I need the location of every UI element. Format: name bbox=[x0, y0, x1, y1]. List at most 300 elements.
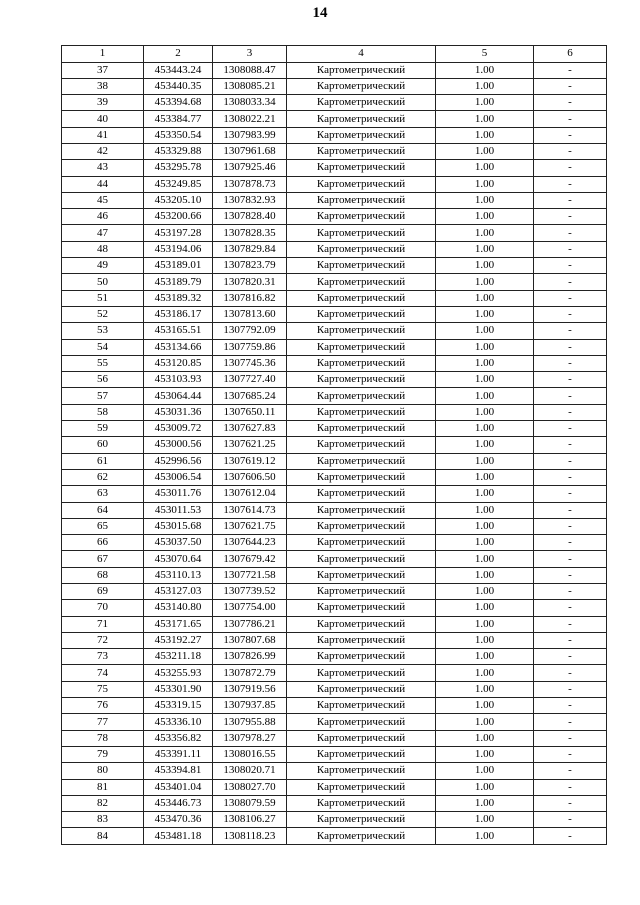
note-cell: - bbox=[534, 812, 607, 828]
y-coordinate-cell: 1307820.31 bbox=[213, 274, 287, 290]
coordinates-table bbox=[61, 45, 607, 845]
note-cell: - bbox=[534, 323, 607, 339]
table-row bbox=[62, 404, 607, 420]
accuracy-cell: 1.00 bbox=[436, 779, 534, 795]
y-coordinate-cell: 1307828.35 bbox=[213, 225, 287, 241]
method-cell: Картометрический bbox=[287, 258, 436, 274]
note-cell: - bbox=[534, 828, 607, 844]
accuracy-cell: 1.00 bbox=[436, 306, 534, 322]
y-coordinate-cell: 1307829.84 bbox=[213, 241, 287, 257]
note-cell: - bbox=[534, 209, 607, 225]
accuracy-cell: 1.00 bbox=[436, 143, 534, 159]
method-cell: Картометрический bbox=[287, 355, 436, 371]
x-coordinate-cell: 453009.72 bbox=[144, 421, 213, 437]
table-row bbox=[62, 209, 607, 225]
point-number-cell: 83 bbox=[62, 812, 144, 828]
y-coordinate-cell: 1307826.99 bbox=[213, 649, 287, 665]
method-cell: Картометрический bbox=[287, 584, 436, 600]
y-coordinate-cell: 1308027.70 bbox=[213, 779, 287, 795]
table-row bbox=[62, 698, 607, 714]
method-cell: Картометрический bbox=[287, 290, 436, 306]
y-coordinate-cell: 1307937.85 bbox=[213, 698, 287, 714]
y-coordinate-cell: 1308106.27 bbox=[213, 812, 287, 828]
point-number-cell: 48 bbox=[62, 241, 144, 257]
x-coordinate-cell: 453470.36 bbox=[144, 812, 213, 828]
table-row bbox=[62, 241, 607, 257]
table-row bbox=[62, 828, 607, 844]
x-coordinate-cell: 453255.93 bbox=[144, 665, 213, 681]
method-cell: Картометрический bbox=[287, 518, 436, 534]
accuracy-cell: 1.00 bbox=[436, 502, 534, 518]
accuracy-cell: 1.00 bbox=[436, 372, 534, 388]
table-row bbox=[62, 95, 607, 111]
x-coordinate-cell: 453134.66 bbox=[144, 339, 213, 355]
point-number-cell: 70 bbox=[62, 600, 144, 616]
x-coordinate-cell: 453350.54 bbox=[144, 127, 213, 143]
note-cell: - bbox=[534, 649, 607, 665]
y-coordinate-cell: 1307619.12 bbox=[213, 453, 287, 469]
y-coordinate-cell: 1307828.40 bbox=[213, 209, 287, 225]
method-cell: Картометрический bbox=[287, 339, 436, 355]
x-coordinate-cell: 453189.79 bbox=[144, 274, 213, 290]
point-number-cell: 62 bbox=[62, 469, 144, 485]
method-cell: Картометрический bbox=[287, 714, 436, 730]
note-cell: - bbox=[534, 306, 607, 322]
note-cell: - bbox=[534, 763, 607, 779]
y-coordinate-cell: 1308016.55 bbox=[213, 746, 287, 762]
point-number-cell: 59 bbox=[62, 421, 144, 437]
method-cell: Картометрический bbox=[287, 812, 436, 828]
point-number-cell: 57 bbox=[62, 388, 144, 404]
x-coordinate-cell: 453070.64 bbox=[144, 551, 213, 567]
y-coordinate-cell: 1307745.36 bbox=[213, 355, 287, 371]
accuracy-cell: 1.00 bbox=[436, 274, 534, 290]
table-row bbox=[62, 62, 607, 78]
note-cell: - bbox=[534, 241, 607, 257]
y-coordinate-cell: 1307832.93 bbox=[213, 192, 287, 208]
note-cell: - bbox=[534, 453, 607, 469]
point-number-cell: 50 bbox=[62, 274, 144, 290]
x-coordinate-cell: 453171.65 bbox=[144, 616, 213, 632]
note-cell: - bbox=[534, 469, 607, 485]
note-cell: - bbox=[534, 632, 607, 648]
table-row bbox=[62, 681, 607, 697]
table-row bbox=[62, 421, 607, 437]
accuracy-cell: 1.00 bbox=[436, 763, 534, 779]
x-coordinate-cell: 453394.81 bbox=[144, 763, 213, 779]
x-coordinate-cell: 453064.44 bbox=[144, 388, 213, 404]
point-number-cell: 66 bbox=[62, 535, 144, 551]
point-number-cell: 52 bbox=[62, 306, 144, 322]
method-cell: Картометрический bbox=[287, 453, 436, 469]
method-cell: Картометрический bbox=[287, 795, 436, 811]
x-coordinate-cell: 453037.50 bbox=[144, 535, 213, 551]
accuracy-cell: 1.00 bbox=[436, 681, 534, 697]
y-coordinate-cell: 1307679.42 bbox=[213, 551, 287, 567]
x-coordinate-cell: 453189.32 bbox=[144, 290, 213, 306]
y-coordinate-cell: 1307816.82 bbox=[213, 290, 287, 306]
header-cell-3: 3 bbox=[213, 46, 287, 63]
method-cell: Картометрический bbox=[287, 111, 436, 127]
accuracy-cell: 1.00 bbox=[436, 404, 534, 420]
method-cell: Картометрический bbox=[287, 632, 436, 648]
accuracy-cell: 1.00 bbox=[436, 665, 534, 681]
point-number-cell: 76 bbox=[62, 698, 144, 714]
note-cell: - bbox=[534, 551, 607, 567]
note-cell: - bbox=[534, 192, 607, 208]
accuracy-cell: 1.00 bbox=[436, 339, 534, 355]
method-cell: Картометрический bbox=[287, 274, 436, 290]
point-number-cell: 49 bbox=[62, 258, 144, 274]
note-cell: - bbox=[534, 355, 607, 371]
method-cell: Картометрический bbox=[287, 779, 436, 795]
table-row bbox=[62, 437, 607, 453]
table-row bbox=[62, 127, 607, 143]
x-coordinate-cell: 453301.90 bbox=[144, 681, 213, 697]
note-cell: - bbox=[534, 339, 607, 355]
header-cell-1: 1 bbox=[62, 46, 144, 63]
y-coordinate-cell: 1307878.73 bbox=[213, 176, 287, 192]
y-coordinate-cell: 1307925.46 bbox=[213, 160, 287, 176]
x-coordinate-cell: 453401.04 bbox=[144, 779, 213, 795]
accuracy-cell: 1.00 bbox=[436, 812, 534, 828]
x-coordinate-cell: 453000.56 bbox=[144, 437, 213, 453]
table-row bbox=[62, 290, 607, 306]
x-coordinate-cell: 453015.68 bbox=[144, 518, 213, 534]
table-row bbox=[62, 486, 607, 502]
note-cell: - bbox=[534, 746, 607, 762]
method-cell: Картометрический bbox=[287, 404, 436, 420]
x-coordinate-cell: 453197.28 bbox=[144, 225, 213, 241]
note-cell: - bbox=[534, 518, 607, 534]
note-cell: - bbox=[534, 388, 607, 404]
point-number-cell: 44 bbox=[62, 176, 144, 192]
point-number-cell: 58 bbox=[62, 404, 144, 420]
point-number-cell: 77 bbox=[62, 714, 144, 730]
method-cell: Картометрический bbox=[287, 176, 436, 192]
table-row bbox=[62, 746, 607, 762]
accuracy-cell: 1.00 bbox=[436, 127, 534, 143]
table-row bbox=[62, 616, 607, 632]
method-cell: Картометрический bbox=[287, 437, 436, 453]
x-coordinate-cell: 453394.68 bbox=[144, 95, 213, 111]
table-row bbox=[62, 160, 607, 176]
point-number-cell: 75 bbox=[62, 681, 144, 697]
x-coordinate-cell: 453103.93 bbox=[144, 372, 213, 388]
y-coordinate-cell: 1307739.52 bbox=[213, 584, 287, 600]
point-number-cell: 37 bbox=[62, 62, 144, 78]
x-coordinate-cell: 453295.78 bbox=[144, 160, 213, 176]
method-cell: Картометрический bbox=[287, 502, 436, 518]
note-cell: - bbox=[534, 698, 607, 714]
y-coordinate-cell: 1307650.11 bbox=[213, 404, 287, 420]
x-coordinate-cell: 453006.54 bbox=[144, 469, 213, 485]
accuracy-cell: 1.00 bbox=[436, 730, 534, 746]
note-cell: - bbox=[534, 616, 607, 632]
y-coordinate-cell: 1307961.68 bbox=[213, 143, 287, 159]
accuracy-cell: 1.00 bbox=[436, 160, 534, 176]
accuracy-cell: 1.00 bbox=[436, 584, 534, 600]
y-coordinate-cell: 1307685.24 bbox=[213, 388, 287, 404]
x-coordinate-cell: 453186.17 bbox=[144, 306, 213, 322]
point-number-cell: 73 bbox=[62, 649, 144, 665]
method-cell: Картометрический bbox=[287, 730, 436, 746]
note-cell: - bbox=[534, 176, 607, 192]
x-coordinate-cell: 453446.73 bbox=[144, 795, 213, 811]
method-cell: Картометрический bbox=[287, 323, 436, 339]
point-number-cell: 61 bbox=[62, 453, 144, 469]
accuracy-cell: 1.00 bbox=[436, 486, 534, 502]
table-row bbox=[62, 176, 607, 192]
point-number-cell: 80 bbox=[62, 763, 144, 779]
accuracy-cell: 1.00 bbox=[436, 176, 534, 192]
method-cell: Картометрический bbox=[287, 551, 436, 567]
note-cell: - bbox=[534, 290, 607, 306]
point-number-cell: 42 bbox=[62, 143, 144, 159]
y-coordinate-cell: 1307612.04 bbox=[213, 486, 287, 502]
table-row bbox=[62, 632, 607, 648]
y-coordinate-cell: 1308079.59 bbox=[213, 795, 287, 811]
y-coordinate-cell: 1307786.21 bbox=[213, 616, 287, 632]
y-coordinate-cell: 1307872.79 bbox=[213, 665, 287, 681]
note-cell: - bbox=[534, 502, 607, 518]
table-row bbox=[62, 453, 607, 469]
table-row bbox=[62, 584, 607, 600]
table-row bbox=[62, 111, 607, 127]
x-coordinate-cell: 453443.24 bbox=[144, 62, 213, 78]
y-coordinate-cell: 1307983.99 bbox=[213, 127, 287, 143]
point-number-cell: 79 bbox=[62, 746, 144, 762]
note-cell: - bbox=[534, 62, 607, 78]
point-number-cell: 82 bbox=[62, 795, 144, 811]
point-number-cell: 39 bbox=[62, 95, 144, 111]
table-row bbox=[62, 143, 607, 159]
table-row bbox=[62, 372, 607, 388]
method-cell: Картометрический bbox=[287, 746, 436, 762]
accuracy-cell: 1.00 bbox=[436, 355, 534, 371]
note-cell: - bbox=[534, 111, 607, 127]
point-number-cell: 81 bbox=[62, 779, 144, 795]
accuracy-cell: 1.00 bbox=[436, 290, 534, 306]
x-coordinate-cell: 453211.18 bbox=[144, 649, 213, 665]
method-cell: Картометрический bbox=[287, 95, 436, 111]
table-row bbox=[62, 339, 607, 355]
point-number-cell: 47 bbox=[62, 225, 144, 241]
point-number-cell: 46 bbox=[62, 209, 144, 225]
y-coordinate-cell: 1307614.73 bbox=[213, 502, 287, 518]
accuracy-cell: 1.00 bbox=[436, 388, 534, 404]
method-cell: Картометрический bbox=[287, 665, 436, 681]
header-cell-5: 5 bbox=[436, 46, 534, 63]
table-row bbox=[62, 274, 607, 290]
x-coordinate-cell: 453031.36 bbox=[144, 404, 213, 420]
method-cell: Картометрический bbox=[287, 127, 436, 143]
method-cell: Картометрический bbox=[287, 681, 436, 697]
x-coordinate-cell: 453481.18 bbox=[144, 828, 213, 844]
table-row bbox=[62, 535, 607, 551]
y-coordinate-cell: 1307754.00 bbox=[213, 600, 287, 616]
accuracy-cell: 1.00 bbox=[436, 714, 534, 730]
method-cell: Картометрический bbox=[287, 600, 436, 616]
y-coordinate-cell: 1307807.68 bbox=[213, 632, 287, 648]
note-cell: - bbox=[534, 95, 607, 111]
x-coordinate-cell: 453384.77 bbox=[144, 111, 213, 127]
y-coordinate-cell: 1308118.23 bbox=[213, 828, 287, 844]
y-coordinate-cell: 1307621.25 bbox=[213, 437, 287, 453]
x-coordinate-cell: 453127.03 bbox=[144, 584, 213, 600]
accuracy-cell: 1.00 bbox=[436, 437, 534, 453]
point-number-cell: 84 bbox=[62, 828, 144, 844]
point-number-cell: 60 bbox=[62, 437, 144, 453]
x-coordinate-cell: 453194.06 bbox=[144, 241, 213, 257]
x-coordinate-cell: 453205.10 bbox=[144, 192, 213, 208]
table-row bbox=[62, 518, 607, 534]
point-number-cell: 67 bbox=[62, 551, 144, 567]
note-cell: - bbox=[534, 535, 607, 551]
method-cell: Картометрический bbox=[287, 828, 436, 844]
method-cell: Картометрический bbox=[287, 698, 436, 714]
y-coordinate-cell: 1307727.40 bbox=[213, 372, 287, 388]
note-cell: - bbox=[534, 421, 607, 437]
table-row bbox=[62, 600, 607, 616]
table-row bbox=[62, 306, 607, 322]
table-row bbox=[62, 258, 607, 274]
point-number-cell: 64 bbox=[62, 502, 144, 518]
x-coordinate-cell: 453440.35 bbox=[144, 78, 213, 94]
point-number-cell: 51 bbox=[62, 290, 144, 306]
accuracy-cell: 1.00 bbox=[436, 551, 534, 567]
note-cell: - bbox=[534, 779, 607, 795]
accuracy-cell: 1.00 bbox=[436, 62, 534, 78]
table-row bbox=[62, 763, 607, 779]
point-number-cell: 41 bbox=[62, 127, 144, 143]
x-coordinate-cell: 453110.13 bbox=[144, 567, 213, 583]
y-coordinate-cell: 1308088.47 bbox=[213, 62, 287, 78]
x-coordinate-cell: 453336.10 bbox=[144, 714, 213, 730]
x-coordinate-cell: 453329.88 bbox=[144, 143, 213, 159]
method-cell: Картометрический bbox=[287, 209, 436, 225]
point-number-cell: 63 bbox=[62, 486, 144, 502]
y-coordinate-cell: 1307627.83 bbox=[213, 421, 287, 437]
table-row bbox=[62, 355, 607, 371]
point-number-cell: 43 bbox=[62, 160, 144, 176]
accuracy-cell: 1.00 bbox=[436, 567, 534, 583]
table-row bbox=[62, 78, 607, 94]
accuracy-cell: 1.00 bbox=[436, 632, 534, 648]
table-row bbox=[62, 567, 607, 583]
y-coordinate-cell: 1307759.86 bbox=[213, 339, 287, 355]
point-number-cell: 38 bbox=[62, 78, 144, 94]
x-coordinate-cell: 453165.51 bbox=[144, 323, 213, 339]
table-body bbox=[62, 46, 607, 845]
x-coordinate-cell: 453011.53 bbox=[144, 502, 213, 518]
y-coordinate-cell: 1308085.21 bbox=[213, 78, 287, 94]
method-cell: Картометрический bbox=[287, 62, 436, 78]
point-number-cell: 78 bbox=[62, 730, 144, 746]
y-coordinate-cell: 1307955.88 bbox=[213, 714, 287, 730]
note-cell: - bbox=[534, 584, 607, 600]
point-number-cell: 74 bbox=[62, 665, 144, 681]
note-cell: - bbox=[534, 681, 607, 697]
x-coordinate-cell: 453140.80 bbox=[144, 600, 213, 616]
note-cell: - bbox=[534, 486, 607, 502]
accuracy-cell: 1.00 bbox=[436, 95, 534, 111]
accuracy-cell: 1.00 bbox=[436, 649, 534, 665]
table-row bbox=[62, 388, 607, 404]
y-coordinate-cell: 1307978.27 bbox=[213, 730, 287, 746]
y-coordinate-cell: 1307823.79 bbox=[213, 258, 287, 274]
method-cell: Картометрический bbox=[287, 241, 436, 257]
point-number-cell: 55 bbox=[62, 355, 144, 371]
x-coordinate-cell: 453011.76 bbox=[144, 486, 213, 502]
accuracy-cell: 1.00 bbox=[436, 616, 534, 632]
note-cell: - bbox=[534, 665, 607, 681]
point-number-cell: 45 bbox=[62, 192, 144, 208]
accuracy-cell: 1.00 bbox=[436, 746, 534, 762]
x-coordinate-cell: 453200.66 bbox=[144, 209, 213, 225]
table-row bbox=[62, 714, 607, 730]
accuracy-cell: 1.00 bbox=[436, 535, 534, 551]
point-number-cell: 56 bbox=[62, 372, 144, 388]
accuracy-cell: 1.00 bbox=[436, 209, 534, 225]
table-header-row bbox=[62, 46, 607, 63]
table-row bbox=[62, 225, 607, 241]
note-cell: - bbox=[534, 143, 607, 159]
method-cell: Картометрический bbox=[287, 372, 436, 388]
y-coordinate-cell: 1308033.34 bbox=[213, 95, 287, 111]
note-cell: - bbox=[534, 437, 607, 453]
accuracy-cell: 1.00 bbox=[436, 795, 534, 811]
table-row bbox=[62, 795, 607, 811]
note-cell: - bbox=[534, 404, 607, 420]
note-cell: - bbox=[534, 730, 607, 746]
note-cell: - bbox=[534, 372, 607, 388]
accuracy-cell: 1.00 bbox=[436, 225, 534, 241]
accuracy-cell: 1.00 bbox=[436, 192, 534, 208]
method-cell: Картометрический bbox=[287, 469, 436, 485]
table-row bbox=[62, 779, 607, 795]
point-number-cell: 53 bbox=[62, 323, 144, 339]
point-number-cell: 68 bbox=[62, 567, 144, 583]
y-coordinate-cell: 1308022.21 bbox=[213, 111, 287, 127]
page-number: 14 bbox=[312, 5, 328, 21]
accuracy-cell: 1.00 bbox=[436, 828, 534, 844]
method-cell: Картометрический bbox=[287, 192, 436, 208]
accuracy-cell: 1.00 bbox=[436, 323, 534, 339]
y-coordinate-cell: 1307606.50 bbox=[213, 469, 287, 485]
header-cell-4: 4 bbox=[287, 46, 436, 63]
table-row bbox=[62, 469, 607, 485]
method-cell: Картометрический bbox=[287, 535, 436, 551]
x-coordinate-cell: 453192.27 bbox=[144, 632, 213, 648]
accuracy-cell: 1.00 bbox=[436, 469, 534, 485]
table-row bbox=[62, 730, 607, 746]
header-cell-6: 6 bbox=[534, 46, 607, 63]
point-number-cell: 54 bbox=[62, 339, 144, 355]
y-coordinate-cell: 1307621.75 bbox=[213, 518, 287, 534]
note-cell: - bbox=[534, 795, 607, 811]
table-row bbox=[62, 323, 607, 339]
note-cell: - bbox=[534, 127, 607, 143]
table-row bbox=[62, 192, 607, 208]
x-coordinate-cell: 453391.11 bbox=[144, 746, 213, 762]
accuracy-cell: 1.00 bbox=[436, 241, 534, 257]
note-cell: - bbox=[534, 258, 607, 274]
accuracy-cell: 1.00 bbox=[436, 111, 534, 127]
method-cell: Картометрический bbox=[287, 486, 436, 502]
note-cell: - bbox=[534, 600, 607, 616]
y-coordinate-cell: 1307721.58 bbox=[213, 567, 287, 583]
